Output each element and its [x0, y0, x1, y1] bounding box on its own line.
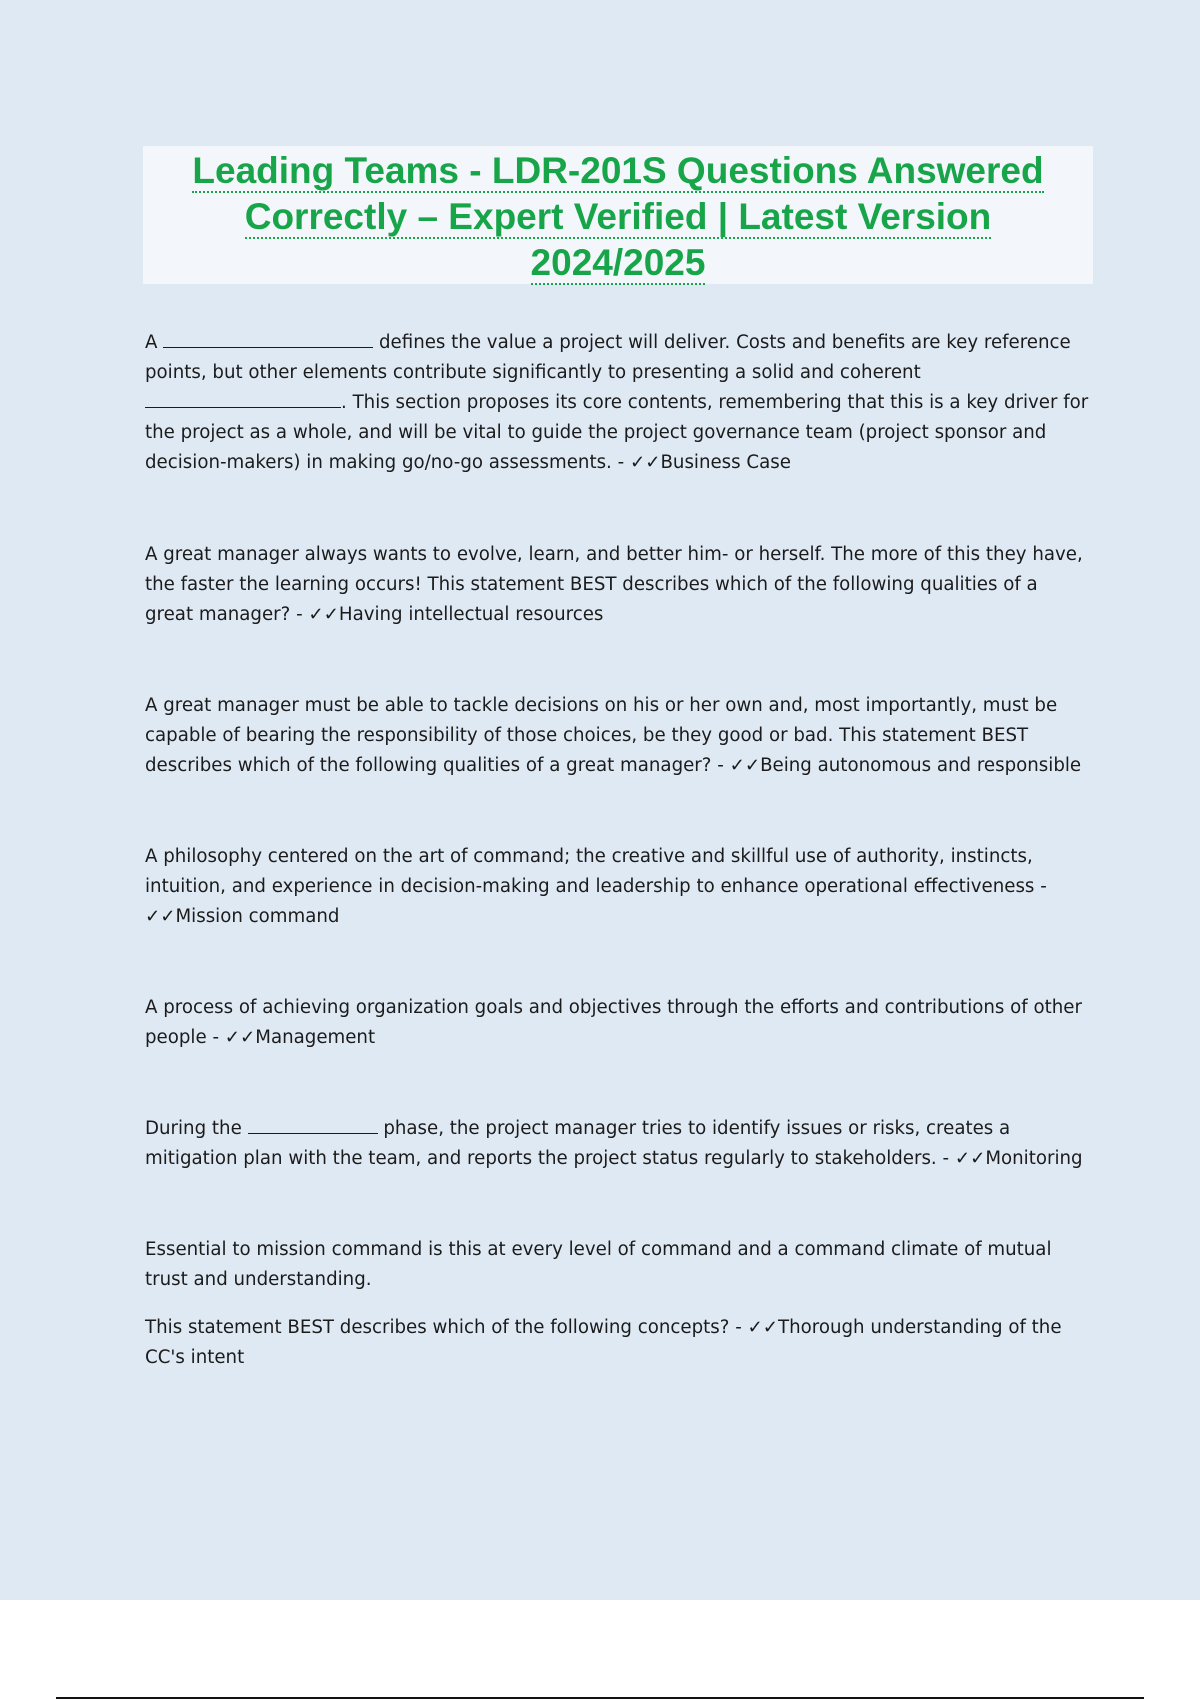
- qa-item: [145, 1235, 1090, 1373]
- answer-text: Thorough understanding of the CC's intent: [145, 1317, 1062, 1368]
- answer-text: Being autonomous and responsible: [760, 755, 1082, 776]
- qa-intro: Essential to mission command is this at every level of command and a command climate of mutual trust and understanding.: [145, 1239, 1052, 1290]
- answer-marker: - ✓✓: [611, 452, 661, 473]
- qa-item: A defines the value a project will deliver. Costs and benefits are key reference points, but other elements contribute significantly to presenting a solid and coherent . This section proposes its core contents, remembering that this is a key driver for the project as a whole, and will be vital to guide the project governance team (project sponsor and decision-makers) in making go/no-go assessments. - ✓✓Business Case: [145, 328, 1090, 478]
- answer-text: Mission command: [175, 906, 340, 927]
- answer-marker: - ✓✓: [936, 1148, 986, 1169]
- qa-question: This statement BEST describes which of the following concepts? - ✓✓Thorough understanding of the CC's intent: [145, 1317, 1062, 1368]
- title-line-1: Leading Teams - LDR-201S Questions Answered: [192, 150, 1044, 191]
- title-line-2: Correctly – Expert Verified | Latest Version: [244, 196, 992, 237]
- title-line-3: 2024/2025: [530, 242, 706, 283]
- footer-divider: [56, 1697, 1144, 1699]
- answer-marker: - ✓✓: [729, 1317, 779, 1338]
- fill-in-blank: [248, 1115, 378, 1134]
- answer-marker: - ✓✓: [145, 876, 1047, 927]
- qa-content: [145, 328, 1090, 1373]
- qa-item: A great manager must be able to tackle decisions on his or her own and, most importantly, must be capable of bearing the responsibility of those choices, be they good or bad. This statement BEST describes which of the following qualities of a great manager? - ✓✓Being autonomous and responsible: [145, 695, 1082, 776]
- document-title: [143, 146, 1093, 284]
- answer-marker: - ✓✓: [711, 755, 761, 776]
- qa-item: A great manager always wants to evolve, learn, and better him- or herself. The more of this they have, the faster the learning occurs! This statement BEST describes which of the following qualities of a great manager? - ✓✓Having intellectual resources: [145, 544, 1083, 625]
- fill-in-blank: [145, 389, 341, 408]
- answer-marker: - ✓✓: [290, 604, 339, 625]
- qa-item: A process of achieving organization goals and objectives through the efforts and contributions of other people - ✓✓Management: [145, 997, 1082, 1048]
- qa-item: A philosophy centered on the art of command; the creative and skillful use of authority, instincts, intuition, and experience in decision-making and leadership to enhance operational effectiveness - ✓✓Mission command: [145, 846, 1047, 927]
- fill-in-blank: [163, 329, 373, 348]
- qa-item: During the phase, the project manager tries to identify issues or risks, creates a mitigation plan with the team, and reports the project status regularly to stakeholders. - ✓✓Monitoring: [145, 1114, 1090, 1174]
- answer-marker: - ✓✓: [206, 1027, 256, 1048]
- answer-text: Having intellectual resources: [338, 604, 604, 625]
- answer-text: Management: [255, 1027, 376, 1048]
- answer-text: Monitoring: [985, 1148, 1083, 1169]
- answer-text: Business Case: [660, 452, 791, 473]
